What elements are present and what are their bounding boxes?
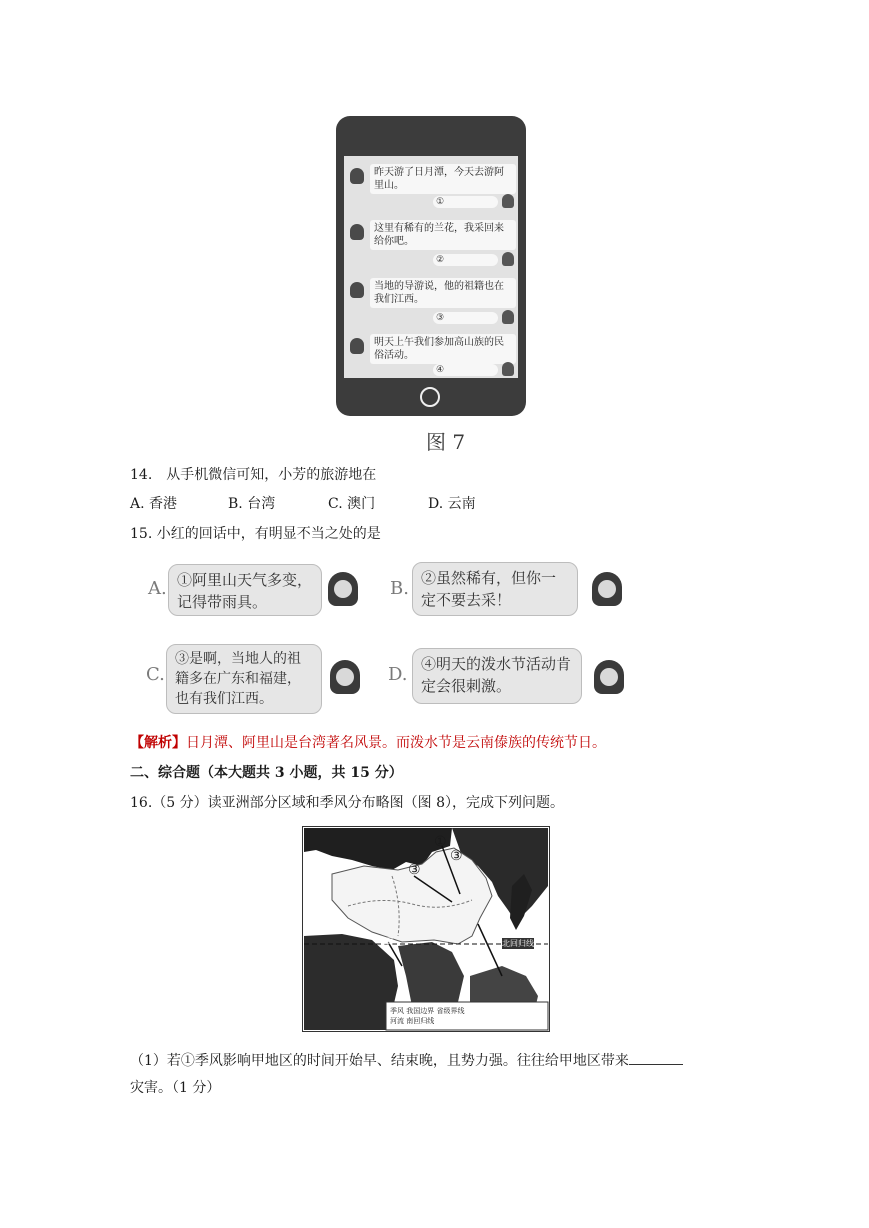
girl-avatar-icon	[592, 572, 622, 606]
legend-item: 我国边界	[406, 1007, 435, 1015]
map-graphic	[302, 826, 550, 1032]
map-legend	[390, 1006, 548, 1026]
option-letter: C.	[146, 664, 165, 685]
question-14-stem: 14. 从手机微信可知，小芳的旅游地在	[130, 467, 377, 483]
legend-item: 季风	[390, 1007, 404, 1015]
figure-caption: 图 7	[426, 430, 466, 454]
asia-monsoon-map	[302, 826, 550, 1032]
avatar	[350, 338, 364, 354]
section-heading: 二、综合题（本大题共 3 小题，共 15 分）	[130, 765, 403, 781]
phone-screen	[344, 156, 518, 378]
map-label-2: ②	[480, 954, 493, 970]
option-letter: D.	[388, 664, 408, 685]
map-label-1: ①	[434, 834, 447, 850]
phone-figure	[336, 116, 526, 416]
option-letter: A.	[148, 578, 167, 599]
question-15-stem: 15. 小红的回话中，有明显不当之处的是	[130, 526, 381, 542]
avatar	[502, 310, 514, 324]
question-16-stem: 16.（5 分）读亚洲部分区域和季风分布略图（图 8），完成下列问题。	[130, 795, 564, 811]
avatar	[502, 194, 514, 208]
girl-avatar-icon	[328, 572, 358, 606]
option-bubble-a: ①阿里山天气多变，记得带雨具。	[168, 564, 322, 616]
chat-bubble: 昨天游了日月潭，今天去游阿里山。	[370, 164, 516, 194]
home-button-icon	[420, 387, 440, 407]
avatar	[502, 362, 514, 376]
chat-bubble: 明天上午我们参加高山族的民俗活动。	[370, 334, 516, 364]
sub1-text: （1）若①季风影响甲地区的时间开始早、结束晚，且势力强。往往给甲地区带来	[130, 1053, 629, 1069]
question-16-sub1	[130, 1050, 683, 1071]
option-b: B. 台湾	[228, 496, 276, 512]
analysis-text: 日月潭、阿里山是台湾著名风景。而泼水节是云南傣族的传统节日。	[186, 735, 606, 751]
chat-bubble: 当地的导游说，他的祖籍也在我们江西。	[370, 278, 516, 308]
avatar	[502, 252, 514, 266]
option-bubble-c: ③是啊，当地人的祖籍多在广东和福建，也有我们江西。	[166, 644, 322, 714]
option-bubble-d: ④明天的泼水节活动肯定会很刺激。	[412, 648, 582, 704]
legend-item: 省级界线	[436, 1007, 465, 1015]
girl-avatar-icon	[330, 660, 360, 694]
legend-item: 河流	[390, 1017, 404, 1025]
map-label-3b: ③	[408, 862, 421, 878]
answer-blank	[629, 1050, 683, 1065]
option-bubble-b: ②虽然稀有，但你一定不要去采！	[412, 562, 578, 616]
map-label-jia: 甲	[382, 936, 395, 950]
option-letter: B.	[390, 578, 409, 599]
analysis	[130, 733, 606, 753]
chat-reply: ④	[433, 364, 498, 376]
legend-item: 南回归线	[406, 1017, 435, 1025]
map-label-tropic: 北回归线	[502, 939, 534, 948]
chat-reply: ①	[433, 196, 498, 208]
chat-reply: ②	[433, 254, 498, 266]
chat-reply: ③	[433, 312, 498, 324]
avatar	[350, 224, 364, 240]
map-label-3a: ③	[450, 848, 463, 864]
question-16-sub1-cont: 灾害。（1 分）	[130, 1080, 221, 1096]
option-c: C. 澳门	[328, 496, 376, 512]
option-d: D. 云南	[428, 496, 476, 512]
avatar	[350, 168, 364, 184]
avatar	[350, 282, 364, 298]
option-a: A. 香港	[130, 496, 178, 512]
girl-avatar-icon	[594, 660, 624, 694]
analysis-tag: 【解析】	[130, 735, 186, 751]
chat-bubble: 这里有稀有的兰花，我采回来给你吧。	[370, 220, 516, 250]
